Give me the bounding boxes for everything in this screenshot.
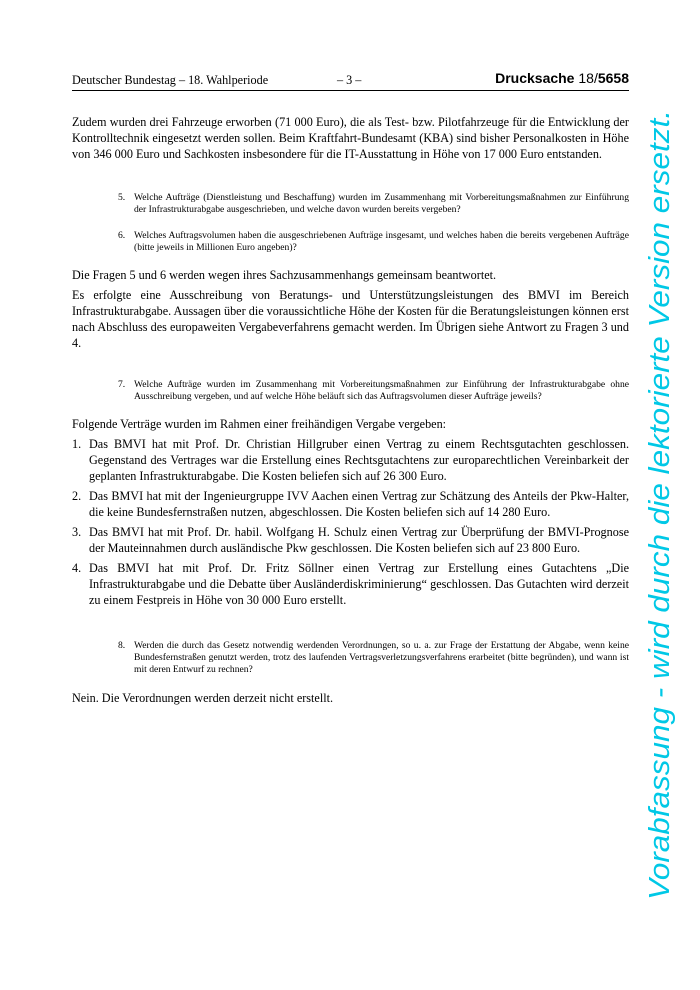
question-7 xyxy=(118,379,629,403)
drucksache-number xyxy=(495,70,629,86)
watermark-text: Vorabfassung - wird durch die lektorierte Version ersetzt. xyxy=(644,171,676,900)
question-5 xyxy=(118,192,629,216)
list-item xyxy=(72,436,629,484)
drucksache-label: Drucksache xyxy=(495,70,575,86)
list-item-number: 2. xyxy=(72,489,82,503)
page-header xyxy=(72,70,629,91)
list-item-text: Das BMVI hat mit Prof. Dr. habil. Wolfgang H. Schulz einen Vertrag zur Überprüfung der BMVI-Prognose der Mauteinnahmen durch ausländische Pkw geschlossen. Die Kosten beliefen sich auf 23 800 Euro. xyxy=(89,525,629,555)
question-number: 5. xyxy=(118,192,126,203)
draft-watermark xyxy=(641,105,677,905)
question-text: Werden die durch das Gesetz notwendig werdenden Verordnungen, so u. a. zur Frage der Erstattung der Abgabe, wenn keine Bundesfernstraßen genutzt werden, trotz des laufenden Vertragsverletzungsverfahrens erarbeitet (bitte begründen), und wann ist mit deren Entwurf zu rechnen? xyxy=(134,640,629,675)
list-item-number: 4. xyxy=(72,561,82,575)
page-number: – 3 – xyxy=(337,73,362,87)
question-text: Welche Aufträge wurden im Zusammenhang mit Vorbereitungsmaßnahmen zur Einführung der Infrastrukturabgabe ohne Ausschreibung vergeben, und auf welche Höhe beläuft sich das Auftragsvolumen dieser Aufträge jeweils? xyxy=(134,379,629,402)
drucksache-prefix: 18/ xyxy=(578,70,598,86)
question-number: 8. xyxy=(118,640,126,651)
question-number: 6. xyxy=(118,230,126,241)
answer-paragraph-regulations: Nein. Die Verordnungen werden derzeit nicht erstellt. xyxy=(72,691,334,705)
contract-list xyxy=(72,436,629,608)
question-number: 7. xyxy=(118,379,126,390)
question-text: Welches Auftragsvolumen haben die ausgeschriebenen Aufträge insgesamt, und welches haben die bereits vergebenen Aufträge (bitte jeweils in Millionen Euro angeben)? xyxy=(134,230,629,253)
list-item-number: 3. xyxy=(72,525,82,539)
answer-paragraph-contracts-intro: Folgende Verträge wurden im Rahmen einer freihändigen Vergabe vergeben: xyxy=(72,417,447,431)
answer-paragraph-tender: Es erfolgte eine Ausschreibung von Beratungs- und Unterstützungsleistungen des BMVI im Bereich Infrastrukturabgabe. Aussagen über die voraussichtliche Höhe der Kosten für die Beratungsleistungen können erst nach Abschluss des europaweiten Vergabeverfahrens gemacht werden. Im Übrigen siehe Antwort zu Fragen 3 und 4. xyxy=(72,288,629,350)
question-text: Welche Aufträge (Dienstleistung und Beschaffung) wurden im Zusammenhang mit Vorbereitungsmaßnahmen zur Einführung der Infrastrukturabgabe ausgeschrieben, und welche davon wurden bereits vergeben? xyxy=(134,192,629,215)
list-item-text: Das BMVI hat mit der Ingenieurgruppe IVV Aachen einen Vertrag zur Schätzung des Anteils der Pkw-Halter, die keine Bundesfernstraßen nutzen, abgeschlossen. Die Kosten beliefen sich auf 14 280 Euro. xyxy=(89,489,629,519)
question-8 xyxy=(118,640,629,676)
list-item xyxy=(72,488,629,520)
list-item xyxy=(72,524,629,556)
answer-paragraph-costs: Zudem wurden drei Fahrzeuge erworben (71 000 Euro), die als Test- bzw. Pilotfahrzeuge für die Entwicklung der Kontrolltechnik eingesetzt werden sollen. Beim Kraftfahrt-Bundesamt (KBA) sind bisher Personalkosten in Höhe von 346 000 Euro und Sachkosten insbesondere für die IT-Ausstattung in Höhe von 17 000 Euro entstanden. xyxy=(72,115,629,161)
list-item-number: 1. xyxy=(72,437,82,451)
document-body xyxy=(72,114,629,710)
header-publication: Deutscher Bundestag – 18. Wahlperiode xyxy=(72,73,269,87)
question-6 xyxy=(118,230,629,254)
drucksache-suffix: 5658 xyxy=(597,70,629,86)
list-item xyxy=(72,560,629,608)
list-item-text: Das BMVI hat mit Prof. Dr. Christian Hillgruber einen Vertrag zu einem Rechtsgutachten geschlossen. Gegenstand des Vertrages war die Erstellung eines Rechtsgutachtens zur europarechtlichen Vereinbarkeit der geplanten Infrastrukturabgabe. Die Kosten beliefen sich auf 26 300 Euro. xyxy=(89,437,629,483)
list-item-text: Das BMVI hat mit Prof. Dr. Fritz Söllner einen Vertrag zur Erstellung eines Gutachtens „Die Infrastrukturabgabe und die Debatte über Ausländerdiskriminierung“ geschlossen. Das Gutachten wird derzeit zu einem Festpreis in Höhe von 30 000 Euro erstellt. xyxy=(89,561,629,607)
answer-paragraph-joint: Die Fragen 5 und 6 werden wegen ihres Sachzusammenhangs gemeinsam beantwortet. xyxy=(72,268,497,282)
